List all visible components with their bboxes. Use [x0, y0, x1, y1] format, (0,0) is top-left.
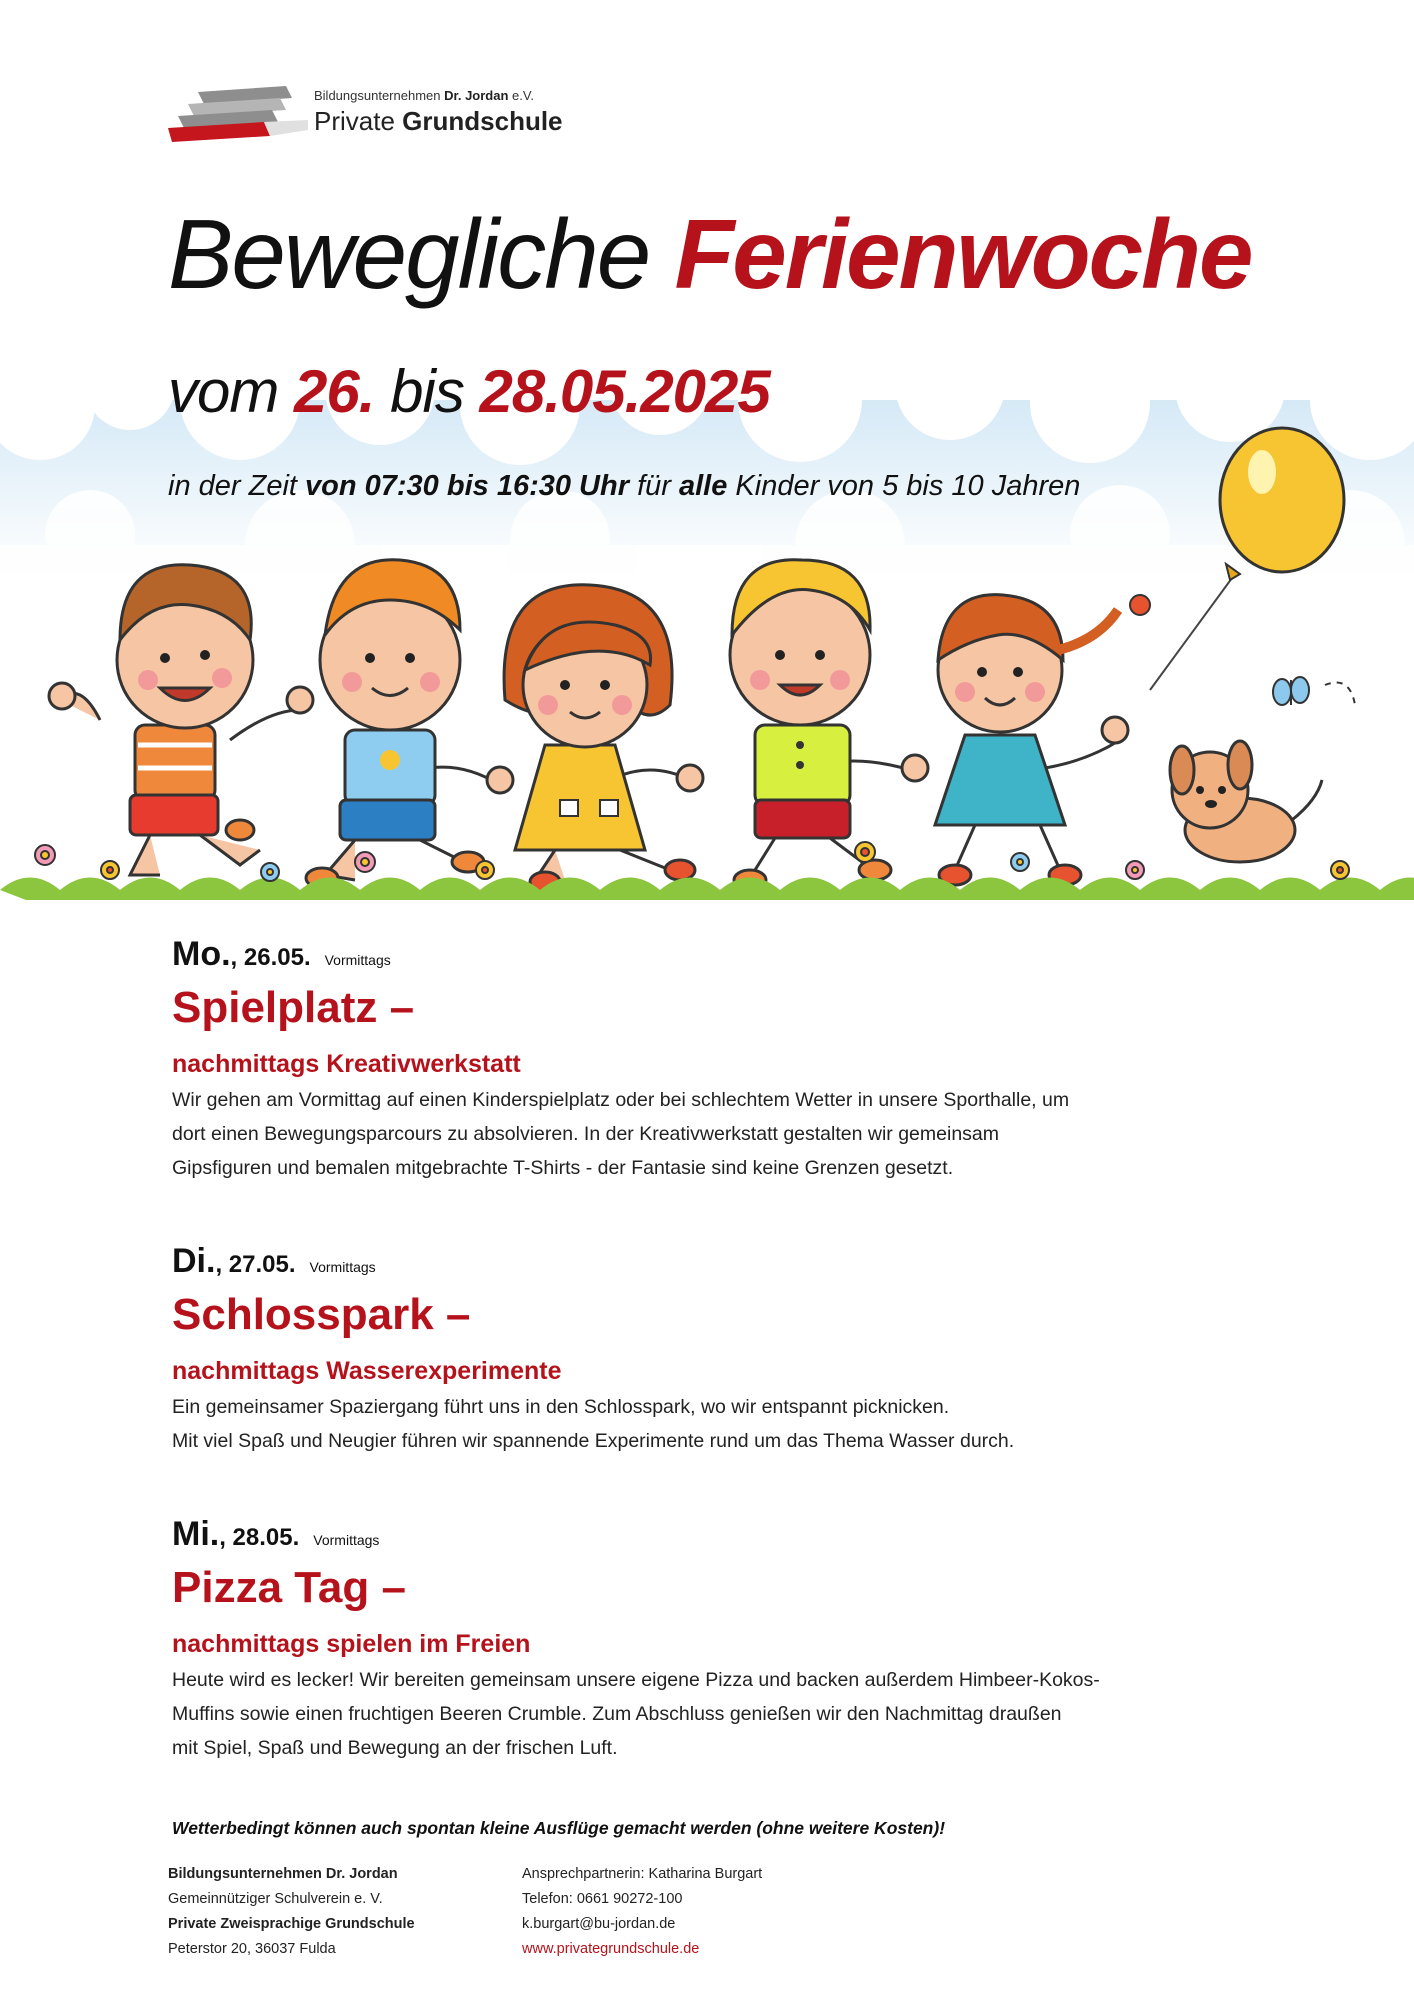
day-date: , 26.05.	[230, 944, 311, 971]
logo-org-suffix: e.V.	[512, 88, 534, 103]
day-heading	[172, 1515, 1172, 1554]
footer-organization	[168, 1862, 415, 1962]
weather-note: Wetterbedingt können auch spontan kleine Ausflüge gemacht werden (ohne weitere Kosten)!	[172, 1818, 946, 1838]
day-date: , 27.05.	[215, 1251, 296, 1278]
title-part2: Ferienwoche	[674, 199, 1252, 309]
date-from-prefix: vom	[168, 358, 279, 425]
day-time: Vormittags	[309, 1259, 376, 1275]
logo-org-line	[314, 88, 534, 103]
time-range: von 07:30 bis 16:30 Uhr	[305, 470, 629, 502]
day-time: Vormittags	[324, 952, 391, 968]
child-4-icon	[730, 560, 891, 890]
footer-school: Private Zweisprachige Grundschule	[168, 1916, 415, 1932]
child-1-icon	[117, 565, 260, 875]
footer-website-link[interactable]: www.privategrundschule.de	[522, 1941, 700, 1957]
footer-email-link[interactable]: k.burgart@bu-jordan.de	[522, 1916, 676, 1932]
date-to: 28.05.2025	[479, 358, 770, 425]
day-description	[172, 1083, 1132, 1185]
balloon-icon	[1150, 428, 1344, 690]
footer-association: Gemeinnütziger Schulverein e. V.	[168, 1891, 383, 1907]
day-time: Vormittags	[313, 1532, 380, 1548]
day-description	[172, 1663, 1132, 1765]
day-heading	[172, 1242, 1172, 1281]
description-line: Mit viel Spaß und Neugier führen wir spannende Experimente rund um das Thema Wasser durch.	[172, 1430, 1015, 1453]
time-mid: für	[637, 470, 671, 502]
time-suffix: Kinder von 5 bis 10 Jahren	[735, 470, 1081, 502]
time-prefix: in der Zeit	[168, 470, 297, 502]
day-date: , 28.05.	[219, 1524, 300, 1551]
day-subtitle: nachmittags Kreativwerkstatt	[172, 1050, 521, 1079]
description-line: Heute wird es lecker! Wir bereiten gemeinsam unsere eigene Pizza und backen außerdem Himbeer-Kokos-	[172, 1669, 1100, 1692]
books-logo-icon	[168, 84, 308, 144]
child-2-icon	[306, 560, 484, 888]
description-line: Muffins sowie einen fruchtigen Beeren Crumble. Zum Abschluss genießen wir den Nachmittag draußen	[172, 1703, 1062, 1726]
day-name: Di.	[172, 1242, 216, 1280]
time-all: alle	[678, 470, 728, 502]
description-line: Wir gehen am Vormittag auf einen Kinderspielplatz oder bei schlechtem Wetter in unsere Sporthalle, um	[172, 1089, 1070, 1112]
logo-org-prefix: Bildungsunternehmen	[314, 88, 441, 103]
logo-school-line	[314, 106, 563, 137]
logo-school-prefix: Private	[314, 106, 395, 136]
title-part1: Bewegliche	[168, 199, 650, 309]
day-monday	[172, 935, 1172, 1185]
date-from: 26.	[294, 358, 375, 425]
children-illustration	[0, 400, 1414, 900]
day-title: Spielplatz –	[172, 983, 415, 1032]
footer-contact	[522, 1862, 762, 1962]
logo-school-name: Grundschule	[402, 106, 563, 136]
day-name: Mo.	[172, 935, 231, 973]
date-mid: bis	[390, 358, 464, 425]
description-line: mit Spiel, Spaß und Bewegung an der frischen Luft.	[172, 1737, 618, 1760]
description-line: Gipsfiguren und bemalen mitgebrachte T-Shirts - der Fantasie sind keine Grenzen gesetzt.	[172, 1157, 954, 1180]
day-tuesday	[172, 1242, 1172, 1458]
butterfly-icon	[1273, 677, 1355, 705]
day-title: Pizza Tag –	[172, 1563, 406, 1612]
day-description	[172, 1390, 1132, 1458]
description-line: Ein gemeinsamer Spaziergang führt uns in den Schlosspark, wo wir entspannt picknicken.	[172, 1396, 950, 1419]
main-title	[168, 199, 1252, 309]
day-name: Mi.	[172, 1515, 220, 1553]
footer-phone: Telefon: 0661 90272-100	[522, 1891, 683, 1907]
child-3-icon	[504, 585, 695, 892]
dog-icon	[1170, 741, 1322, 862]
description-line: dort einen Bewegungsparcours zu absolvieren. In der Kreativwerkstatt gestalten wir gemeinsam	[172, 1123, 1000, 1146]
day-subtitle: nachmittags Wasserexperimente	[172, 1357, 562, 1386]
footer-address: Peterstor 20, 36037 Fulda	[168, 1941, 336, 1957]
day-title: Schlosspark –	[172, 1290, 471, 1339]
footer-org: Bildungsunternehmen Dr. Jordan	[168, 1866, 398, 1882]
logo-org-name: Dr. Jordan	[444, 88, 509, 103]
day-wednesday	[172, 1515, 1172, 1765]
footer-contact-person: Ansprechpartnerin: Katharina Burgart	[522, 1866, 763, 1882]
school-logo	[168, 84, 563, 154]
day-subtitle: nachmittags spielen im Freien	[172, 1630, 531, 1659]
day-heading	[172, 935, 1172, 974]
